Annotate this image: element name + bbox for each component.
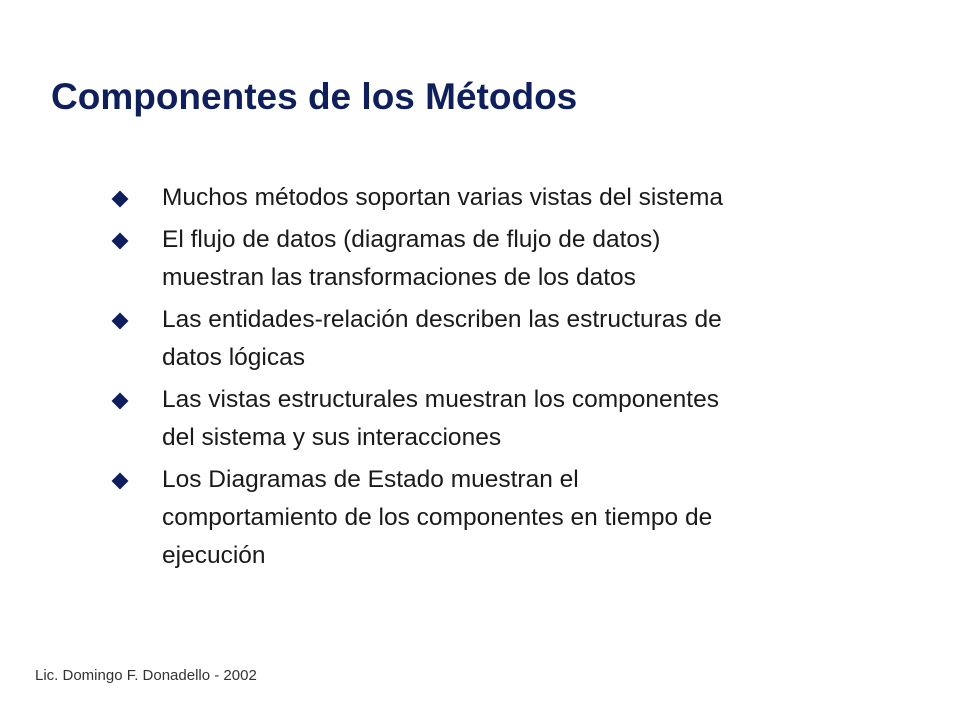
bullet-item xyxy=(110,301,910,377)
diamond-bullet-icon xyxy=(112,393,129,410)
diamond-bullet-icon xyxy=(112,191,129,208)
bullet-text-line: Los Diagramas de Estado muestran el xyxy=(162,466,579,493)
diamond-bullet-icon xyxy=(112,313,129,330)
bullet-item xyxy=(110,221,910,297)
bullet-text-line: datos lógicas xyxy=(162,344,306,371)
bullet-text-line: Muchos métodos soportan varias vistas del sistema xyxy=(162,184,724,211)
bullet-text-line: comportamiento de los componentes en tiempo de xyxy=(162,504,713,531)
diamond-bullet-icon xyxy=(112,233,129,250)
slide-title: Componentes de los Métodos xyxy=(51,76,578,117)
bullet-text-line: Las entidades-relación describen las estructuras de xyxy=(162,306,722,333)
bullet-item xyxy=(110,179,910,217)
bullet-text-line: ejecución xyxy=(162,542,266,569)
slide-footer: Lic. Domingo F. Donadello - 2002 xyxy=(35,667,257,684)
bullet-text-line: del sistema y sus interacciones xyxy=(162,424,502,451)
bullet-text-line: Las vistas estructurales muestran los componentes xyxy=(162,386,719,413)
diamond-bullet-icon xyxy=(112,473,129,490)
bullet-item xyxy=(110,381,910,457)
bullet-text-line: muestran las transformaciones de los datos xyxy=(162,264,636,291)
bullet-list xyxy=(110,179,910,579)
bullet-text-line: El flujo de datos (diagramas de flujo de datos) xyxy=(162,226,661,253)
bullet-item xyxy=(110,461,910,575)
